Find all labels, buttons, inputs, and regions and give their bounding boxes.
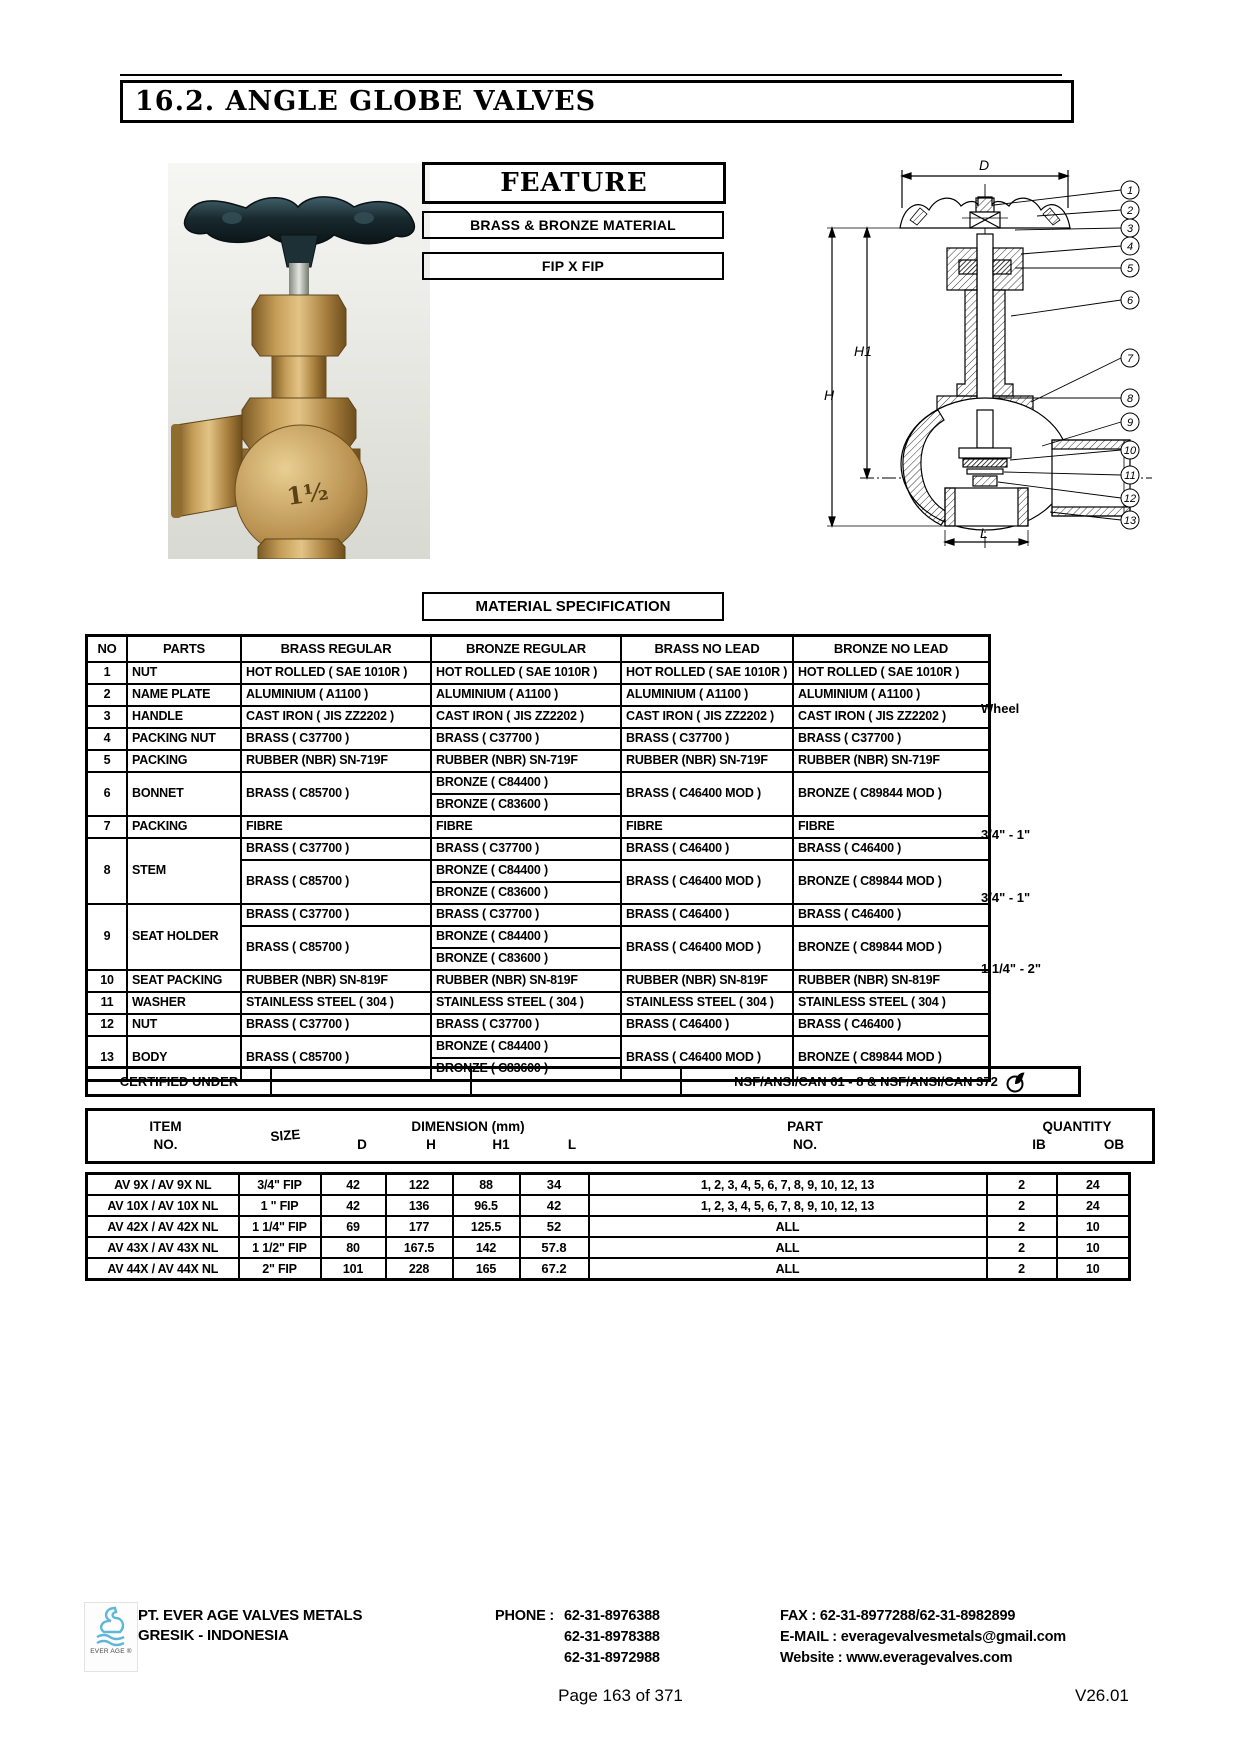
callout-10: 10 [1123,445,1137,457]
feature-connection: FIP X FIP [541,258,605,274]
contact-block [780,1606,1066,1669]
col-header-part-no: NO. [792,1137,817,1152]
cell-material: ALUMINIUM ( A1100 ) [793,684,990,706]
table-row [87,1014,990,1036]
cell-material: FIBRE [431,816,621,838]
certified-label: CERTIFIED UNDER [87,1068,272,1096]
product-photo [168,163,430,559]
cell-material: STAINLESS STEEL ( 304 ) [621,992,793,1014]
certified-empty-cell [471,1068,681,1096]
note-wheel: Wheel [981,701,1020,716]
cell-material: BRASS ( C46400 ) [793,838,990,860]
cell-material: STAINLESS STEEL ( 304 ) [241,992,431,1014]
cell-material: BRASS ( C85700 ) [241,772,431,816]
col-header-h: H [426,1137,436,1152]
cell-part: PACKING NUT [127,728,241,750]
cell-item: AV 9X / AV 9X NL [87,1174,239,1196]
col-header-l: L [567,1137,577,1152]
cell-part-no: ALL [589,1237,987,1258]
cell-part: SEAT PACKING [127,970,241,992]
cell-no: 10 [87,970,128,992]
table-row [87,684,990,706]
callout-4: 4 [1126,241,1134,253]
certified-value: NSF/ANSI/CAN 61 - 8 & NSF/ANSI/CAN 372 [734,1074,998,1089]
stem-section [977,234,993,410]
cell-no: 13 [87,1036,128,1081]
cell-material: BRASS ( C37700 ) [241,838,431,860]
note-seat-size: 3/4" - 1" [981,890,1031,905]
cell-material: BRASS ( C37700 ) [621,728,793,750]
table-row [87,772,990,794]
cell-no: 9 [87,904,128,970]
col-header-brass-regular: BRASS REGULAR [241,636,431,663]
cell-part: SEAT HOLDER [127,904,241,970]
cell-material: RUBBER (NBR) SN-719F [793,750,990,772]
table-row [87,706,990,728]
phone-label: PHONE : [495,1608,555,1624]
certification-mark-icon [1006,1071,1026,1093]
cell-material: BRONZE ( C83600 ) [431,1058,621,1081]
cell-part: NUT [127,1014,241,1036]
cell-material: HOT ROLLED ( SAE 1010R ) [793,662,990,684]
cell-part: NUT [127,662,241,684]
cell-material: STAINLESS STEEL ( 304 ) [431,992,621,1014]
cell-material: BRONZE ( C83600 ) [431,948,621,970]
cell-material: RUBBER (NBR) SN-819F [793,970,990,992]
body-section [901,398,1130,530]
cell-part: BONNET [127,772,241,816]
cell-material: CAST IRON ( JIS ZZ2202 ) [793,706,990,728]
cell-material: BRONZE ( C84400 ) [431,772,621,794]
cell-ib: 2 [987,1237,1057,1258]
cell-size: 3/4" FIP [239,1174,321,1196]
feature-connection-box [422,252,724,280]
cell-material: BRASS ( C37700 ) [431,904,621,926]
cell-material: BRASS ( C46400 ) [621,904,793,926]
callout-6: 6 [1126,295,1134,307]
table-row [87,662,990,684]
col-header-parts: PARTS [127,636,241,663]
material-spec-heading-box [422,592,724,621]
table-row [87,992,990,1014]
cell-material: HOT ROLLED ( SAE 1010R ) [241,662,431,684]
cell-material: BRASS ( C85700 ) [241,1036,431,1081]
cell-material: ALUMINIUM ( A1100 ) [241,684,431,706]
col-header-item: ITEM [149,1118,182,1134]
cell-ob: 10 [1057,1216,1130,1237]
cell-h1: 88 [453,1174,520,1196]
material-spec-table [85,634,991,1082]
technical-drawing [732,148,1172,568]
cell-material: BRASS ( C37700 ) [241,904,431,926]
phone-number: 62-31-8976388 [564,1608,660,1624]
cell-material: BRASS ( C46400 ) [621,1014,793,1036]
feature-material-box [422,211,724,239]
company-location: GRESIK - INDONESIA [138,1627,289,1645]
cell-material: BRONZE ( C84400 ) [431,860,621,882]
col-header-part: PART [787,1118,823,1134]
cell-material: BRONZE ( C84400 ) [431,926,621,948]
cell-material: FIBRE [621,816,793,838]
cell-material: HOT ROLLED ( SAE 1010R ) [431,662,621,684]
cell-d: 42 [321,1174,386,1196]
col-header-ob: OB [1103,1137,1125,1152]
cell-material: BRONZE ( C89844 MOD ) [793,1036,990,1081]
dimension-row [87,1195,1130,1216]
cell-part-no: ALL [589,1258,987,1280]
company-block [138,1606,362,1647]
dimension-row [87,1258,1130,1280]
col-header-ib: IB [1032,1137,1046,1152]
callout-5: 5 [1126,263,1134,275]
phone-block [495,1606,660,1669]
cell-part: HANDLE [127,706,241,728]
callout-11: 11 [1124,470,1136,482]
cell-material: ALUMINIUM ( A1100 ) [621,684,793,706]
cell-h: 167.5 [386,1237,453,1258]
cell-material: BRASS ( C37700 ) [431,728,621,750]
cell-material: BRASS ( C37700 ) [431,838,621,860]
cell-no: 2 [87,684,128,706]
dim-label-h1: H1 [854,343,872,359]
cell-material: CAST IRON ( JIS ZZ2202 ) [431,706,621,728]
cell-part: WASHER [127,992,241,1014]
logo-caption: EVER AGE ® [90,1648,132,1655]
cell-material: RUBBER (NBR) SN-719F [621,750,793,772]
table-row [87,838,990,860]
cell-l: 34 [520,1174,589,1196]
cell-material: BRONZE ( C83600 ) [431,882,621,904]
callout-1: 1 [1126,185,1134,197]
cell-material: RUBBER (NBR) SN-819F [241,970,431,992]
title-top-rule [120,74,1062,76]
callout-balloons [1121,181,1139,529]
valve-stem [289,263,309,297]
col-header-h1: H1 [492,1137,510,1152]
cell-ib: 2 [987,1216,1057,1237]
cell-part: NAME PLATE [127,684,241,706]
note-stem-size: 3/4" - 1" [981,827,1031,842]
cell-ob: 10 [1057,1237,1130,1258]
cell-material: FIBRE [241,816,431,838]
cell-material: BRASS ( C85700 ) [241,926,431,970]
cell-no: 4 [87,728,128,750]
company-name: PT. EVER AGE VALVES METALS [138,1607,363,1624]
cell-material: BRASS ( C46400 MOD ) [621,1036,793,1081]
cell-item: AV 10X / AV 10X NL [87,1195,239,1216]
col-header-dimension: DIMENSION (mm) [411,1118,525,1134]
cell-material: BRASS ( C85700 ) [241,860,431,904]
valve-inlet-port [176,415,242,517]
cell-material: BRASS ( C46400 ) [793,904,990,926]
cell-material: BRASS ( C37700 ) [241,728,431,750]
cell-material: HOT ROLLED ( SAE 1010R ) [621,662,793,684]
certified-value-cell [681,1068,1080,1096]
cell-material: CAST IRON ( JIS ZZ2202 ) [621,706,793,728]
dimension-row [87,1237,1130,1258]
col-header-brass-no-lead: BRASS NO LEAD [621,636,793,663]
callout-2: 2 [1126,205,1134,217]
page-title-text: 16.2. ANGLE GLOBE VALVES [135,86,597,117]
col-header-no: NO [87,636,128,663]
col-header-item-no: NO. [153,1137,178,1152]
col-header-d: D [357,1137,367,1152]
feature-material: BRASS & BRONZE MATERIAL [470,217,676,233]
table-row [87,816,990,838]
cell-material: BRONZE ( C89844 MOD ) [793,772,990,816]
cell-part-no: 1, 2, 3, 4, 5, 6, 7, 8, 9, 10, 12, 13 [589,1174,987,1196]
cell-material: BRONZE ( C89844 MOD ) [793,860,990,904]
table-row [87,750,990,772]
cell-material: BRASS ( C46400 MOD ) [621,926,793,970]
cell-d: 80 [321,1237,386,1258]
cell-h: 136 [386,1195,453,1216]
cell-no: 11 [87,992,128,1014]
cell-material: BRASS ( C46400 MOD ) [621,772,793,816]
cell-h1: 165 [453,1258,520,1280]
col-header-bronze-regular: BRONZE REGULAR [431,636,621,663]
callout-7: 7 [1126,353,1134,365]
cell-h: 177 [386,1216,453,1237]
cell-part: PACKING [127,816,241,838]
callout-13: 13 [1123,515,1137,527]
cell-material: FIBRE [793,816,990,838]
cell-part-no: ALL [589,1216,987,1237]
cell-no: 7 [87,816,128,838]
certified-table [85,1066,1081,1097]
cell-h1: 142 [453,1237,520,1258]
feature-heading-box [422,162,726,204]
cell-ob: 24 [1057,1195,1130,1216]
cell-no: 8 [87,838,128,904]
cell-l: 57.8 [520,1237,589,1258]
cell-material: RUBBER (NBR) SN-719F [431,750,621,772]
valve-bonnet-neck [272,356,326,398]
callout-8: 8 [1126,393,1134,405]
cell-no: 3 [87,706,128,728]
cell-material: STAINLESS STEEL ( 304 ) [793,992,990,1014]
feature-heading: FEATURE [500,168,648,198]
size-marking: 1½ [284,476,331,511]
cell-material: BRASS ( C46400 ) [621,838,793,860]
cell-size: 2" FIP [239,1258,321,1280]
cell-no: 12 [87,1014,128,1036]
cell-material: RUBBER (NBR) SN-819F [621,970,793,992]
fax-line: FAX : 62-31-8977288/62-31-8982899 [780,1608,1016,1624]
handwheel-section [900,197,1070,228]
cell-no: 1 [87,662,128,684]
cell-size: 1 1/4" FIP [239,1216,321,1237]
callout-3: 3 [1126,223,1134,235]
table-row [87,970,990,992]
table-row [87,1036,990,1058]
col-header-size: SIZE [269,1126,302,1145]
website-line: Website : www.everagevalves.com [780,1650,1013,1667]
dimension-table-body [85,1172,1131,1281]
col-header-bronze-no-lead: BRONZE NO LEAD [793,636,990,663]
company-logo [84,1602,138,1672]
cell-d: 101 [321,1258,386,1280]
cell-h1: 125.5 [453,1216,520,1237]
page-number: Page 163 of 371 [558,1686,683,1705]
dim-label-d: D [979,157,990,173]
cell-h1: 96.5 [453,1195,520,1216]
cell-l: 52 [520,1216,589,1237]
callout-12: 12 [1123,493,1137,505]
cell-size: 1 1/2" FIP [239,1237,321,1258]
dimension-row [87,1216,1130,1237]
col-header-quantity: QUANTITY [1042,1118,1112,1134]
cell-material: BRASS ( C37700 ) [241,1014,431,1036]
dimension-row [87,1174,1130,1196]
cell-material: BRASS ( C46400 ) [793,1014,990,1036]
cell-item: AV 44X / AV 44X NL [87,1258,239,1280]
cell-d: 42 [321,1195,386,1216]
everage-logo-icon [91,1605,131,1647]
cell-part-no: 1, 2, 3, 4, 5, 6, 7, 8, 9, 10, 12, 13 [589,1195,987,1216]
cell-no: 6 [87,772,128,816]
table-header-row [87,636,990,663]
cell-item: AV 43X / AV 43X NL [87,1237,239,1258]
cell-ob: 24 [1057,1174,1130,1196]
cell-ib: 2 [987,1195,1057,1216]
cell-material: RUBBER (NBR) SN-719F [241,750,431,772]
cell-part: STEM [127,838,241,904]
cell-part: PACKING [127,750,241,772]
cell-d: 69 [321,1216,386,1237]
cell-l: 42 [520,1195,589,1216]
cell-material: BRASS ( C46400 MOD ) [621,860,793,904]
dimension-table-header [85,1108,1155,1164]
version-number: V26.01 [1075,1686,1129,1705]
phone-number: 62-31-8972988 [564,1650,660,1667]
material-spec-heading: MATERIAL SPECIFICATION [475,598,671,615]
cell-h: 228 [386,1258,453,1280]
cell-material: BRONZE ( C89844 MOD ) [793,926,990,970]
cell-ob: 10 [1057,1258,1130,1280]
cell-size: 1 " FIP [239,1195,321,1216]
dim-label-h: H [824,387,835,403]
cell-material: CAST IRON ( JIS ZZ2202 ) [241,706,431,728]
dim-label-l: L [980,525,988,541]
cell-material: RUBBER (NBR) SN-819F [431,970,621,992]
cell-material: BRONZE ( C83600 ) [431,794,621,816]
page-title [120,80,1074,123]
certified-empty-cell [271,1068,471,1096]
valve-bottom-port [258,539,345,559]
cell-material: BRASS ( C37700 ) [431,1014,621,1036]
phone-number: 62-31-8978388 [564,1629,660,1646]
cell-material: BRASS ( C37700 ) [793,728,990,750]
cell-ib: 2 [987,1258,1057,1280]
valve-inlet-face [171,424,182,518]
cell-no: 5 [87,750,128,772]
callout-9: 9 [1126,417,1134,429]
table-row [87,904,990,926]
valve-packing-nut [252,295,346,356]
table-row [87,728,990,750]
cell-material: BRONZE ( C84400 ) [431,1036,621,1058]
cell-ib: 2 [987,1174,1057,1196]
cell-l: 67.2 [520,1258,589,1280]
cell-h: 122 [386,1174,453,1196]
cell-material: ALUMINIUM ( A1100 ) [431,684,621,706]
email-line: E-MAIL : everagevalvesmetals@gmail.com [780,1629,1066,1646]
cell-item: AV 42X / AV 42X NL [87,1216,239,1237]
note-washer-size: 1.1/4" - 2" [981,961,1042,976]
cell-part: BODY [127,1036,241,1081]
